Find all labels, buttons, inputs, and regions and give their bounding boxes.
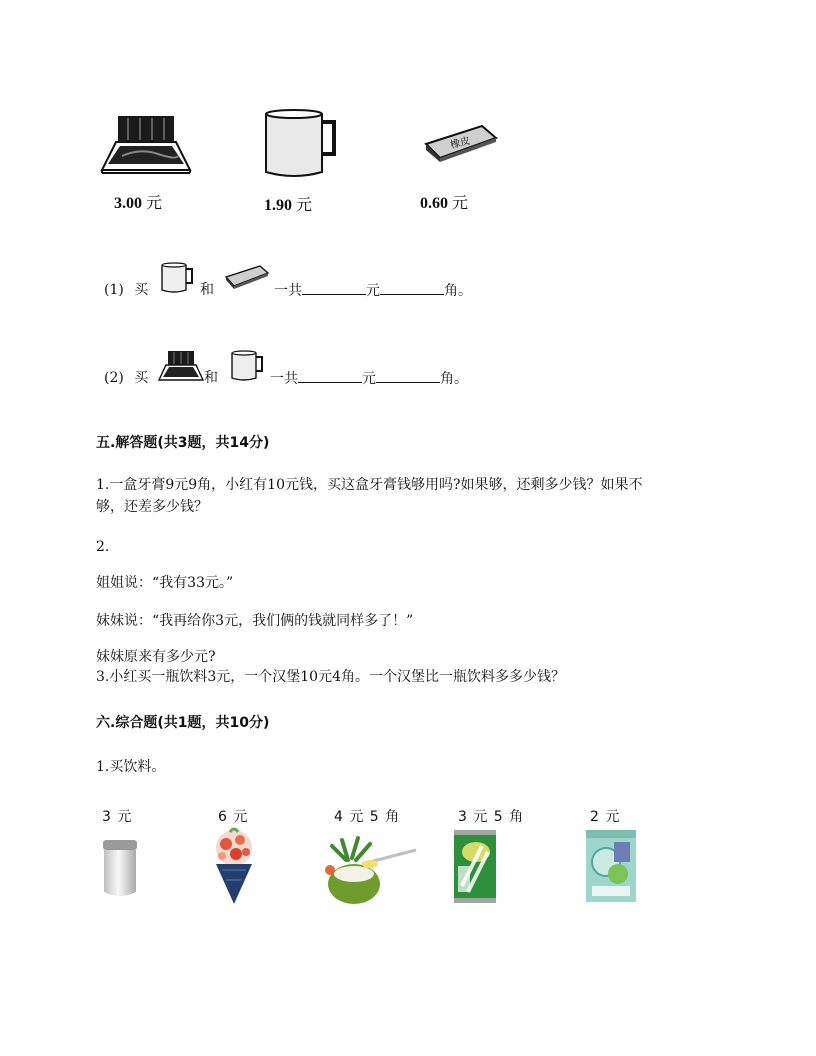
answer-blank-yuan[interactable] [298,368,362,383]
younger-sister-statement: 妹妹说：“我再给你3元，我们俩的钱就同样多了！” [96,613,414,629]
coconut-milk-pack-icon [584,828,638,904]
drink-price-2: 6 元 [218,809,249,825]
sister-statement: 姐姐说：“我有33元。” [96,575,234,591]
answer-line-1: 一共 元 角。 [274,280,472,301]
answer-blank-yuan[interactable] [302,280,366,295]
and-text: 和 [204,370,218,386]
sprite-can-icon [452,826,498,906]
answer-blank-jiao[interactable] [376,368,440,383]
and-text: 和 [200,282,214,298]
mug-icon [230,350,264,382]
section-6-title: 六.综合题(共1题，共10分) [96,715,270,731]
tray-price: 3.00 元 [114,195,163,212]
question-1 [104,280,148,300]
answer-line-2: 一共 元 角。 [270,368,468,389]
problem-1: 1.一盒牙膏9元9角，小红有10元钱，买这盒牙膏钱够用吗?如果够，还剩多少钱？如果不 够，还差多少钱？ [96,477,643,515]
svg-text:橡皮: 橡皮 [449,135,472,152]
problem-2-question: 妹妹原来有多少元? [96,649,216,665]
mug-icon [262,108,340,180]
drink-price-3: 4 元 5 角 [334,809,401,825]
coconut-drink-icon [318,834,418,908]
problem-buy-drinks: 1.买饮料。 [96,759,166,775]
question-2 [104,368,148,388]
eraser-price: 0.60 元 [420,195,469,212]
tray-icon [158,348,204,384]
yogurt-jar-icon [100,838,140,900]
buy-text: 买 [134,370,149,386]
drink-price-5: 2 元 [590,809,621,825]
eraser-icon [224,264,270,290]
ice-cream-cone-icon [208,826,260,906]
answer-blank-jiao[interactable] [380,280,444,295]
drink-price-1: 3 元 [102,809,133,825]
tray-icon [100,112,192,174]
drink-price-4: 3 元 5 角 [458,809,525,825]
mug-icon [160,262,194,294]
mug-price: 1.90 元 [264,197,313,214]
buy-text: 买 [134,282,149,298]
section-5-title: 五.解答题(共3题，共14分) [96,435,270,451]
eraser-icon [422,124,498,164]
problem-2-number: 2. [96,539,110,555]
problem-3: 3.小红买一瓶饮料3元，一个汉堡10元4角。一个汉堡比一瓶饮料多多少钱？ [96,669,565,685]
question-number: (1) [104,282,124,298]
question-number: (2) [104,370,124,386]
